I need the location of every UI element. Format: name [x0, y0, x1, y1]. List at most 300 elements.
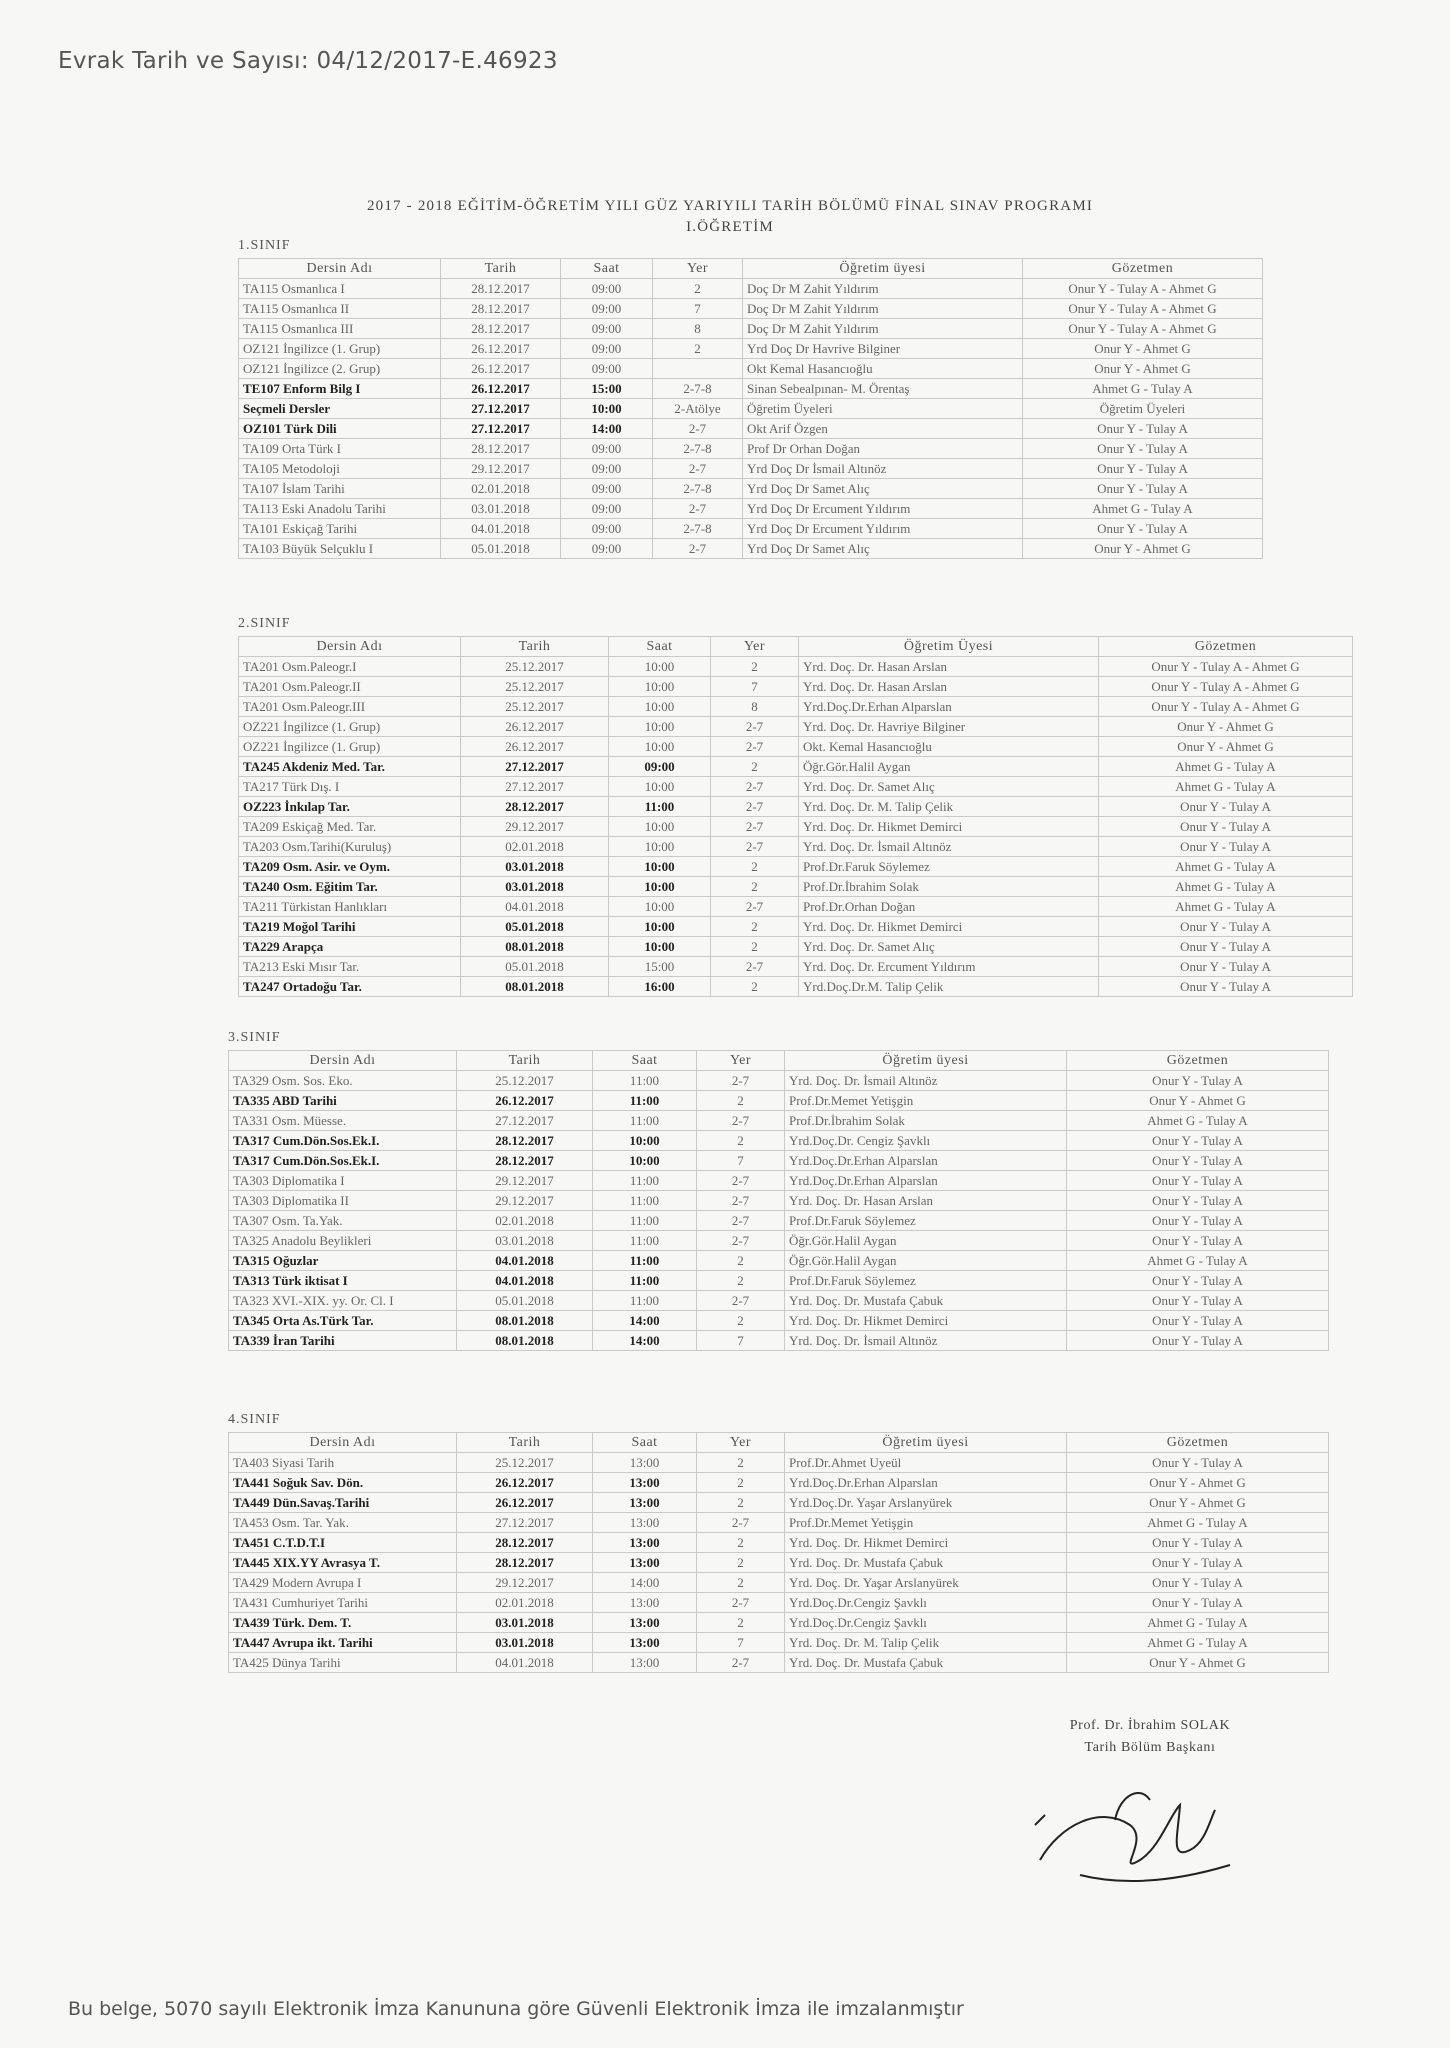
table-row [239, 977, 1353, 997]
room-cell: 2-7 [653, 459, 743, 479]
course-name-cell: TA325 Anadolu Beylikleri [229, 1231, 457, 1251]
time-cell: 11:00 [593, 1071, 697, 1091]
table-row [229, 1473, 1329, 1493]
table-row [229, 1633, 1329, 1653]
course-name-cell: TA209 Eskiçağ Med. Tar. [239, 817, 461, 837]
date-cell: 04.01.2018 [461, 897, 609, 917]
date-cell: 27.12.2017 [457, 1513, 593, 1533]
time-cell: 09:00 [561, 299, 653, 319]
time-cell: 09:00 [561, 339, 653, 359]
course-name-cell: OZ221 İngilizce (1. Grup) [239, 737, 461, 757]
room-cell: 7 [697, 1633, 785, 1653]
date-cell: 25.12.2017 [457, 1071, 593, 1091]
room-cell: 2-7 [711, 737, 799, 757]
proctor-cell: Ahmet G - Tulay A [1067, 1513, 1329, 1533]
table-row [239, 797, 1353, 817]
proctor-cell: Onur Y - Tulay A [1067, 1533, 1329, 1553]
course-name-cell: TA209 Osm. Asir. ve Oym. [239, 857, 461, 877]
proctor-cell: Onur Y - Tulay A - Ahmet G [1023, 279, 1263, 299]
exam-table-1 [238, 258, 1263, 559]
instructor-cell: Prof.Dr.İbrahim Solak [799, 877, 1099, 897]
instructor-cell: Yrd Doç Dr Samet Alıç [743, 479, 1023, 499]
table-row [229, 1593, 1329, 1613]
table-row [239, 677, 1353, 697]
time-cell: 11:00 [593, 1291, 697, 1311]
table-row [229, 1271, 1329, 1291]
date-cell: 02.01.2018 [457, 1593, 593, 1613]
instructor-cell: Prof Dr Orhan Doğan [743, 439, 1023, 459]
course-name-cell: Seçmeli Dersler [239, 399, 441, 419]
room-cell: 2 [711, 917, 799, 937]
table-row [229, 1171, 1329, 1191]
table-row [229, 1613, 1329, 1633]
instructor-cell: Yrd.Doç.Dr. Yaşar Arslanyürek [785, 1493, 1067, 1513]
time-cell: 11:00 [593, 1111, 697, 1131]
instructor-cell: Prof.Dr.İbrahim Solak [785, 1111, 1067, 1131]
room-cell: 7 [653, 299, 743, 319]
proctor-cell: Onur Y - Tulay A [1067, 1553, 1329, 1573]
date-cell: 26.12.2017 [457, 1091, 593, 1111]
time-cell: 11:00 [609, 797, 711, 817]
date-cell: 29.12.2017 [457, 1573, 593, 1593]
course-name-cell: TA115 Osmanlıca II [239, 299, 441, 319]
date-cell: 05.01.2018 [461, 957, 609, 977]
course-name-cell: TA425 Dünya Tarihi [229, 1653, 457, 1673]
proctor-cell: Öğretim Üyeleri [1023, 399, 1263, 419]
date-cell: 04.01.2018 [457, 1653, 593, 1673]
time-cell: 10:00 [609, 817, 711, 837]
room-cell: 2 [653, 339, 743, 359]
room-cell: 2-Atölye [653, 399, 743, 419]
time-cell: 09:00 [561, 499, 653, 519]
time-cell: 10:00 [609, 937, 711, 957]
proctor-cell: Onur Y - Tulay A [1023, 439, 1263, 459]
date-cell: 04.01.2018 [457, 1271, 593, 1291]
proctor-cell: Onur Y - Tulay A [1067, 1131, 1329, 1151]
room-cell: 2 [697, 1311, 785, 1331]
instructor-cell: Doç Dr M Zahit Yıldırım [743, 299, 1023, 319]
instructor-cell: Sinan Sebealpınan- M. Örentaş [743, 379, 1023, 399]
title-line-2: I.ÖĞRETİM [686, 219, 774, 235]
instructor-cell: Yrd.Doç.Dr.M. Talip Çelik [799, 977, 1099, 997]
proctor-cell: Ahmet G - Tulay A [1099, 857, 1353, 877]
proctor-cell: Onur Y - Tulay A [1023, 459, 1263, 479]
instructor-cell: Öğr.Gör.Halil Aygan [799, 757, 1099, 777]
course-name-cell: TA315 Oğuzlar [229, 1251, 457, 1271]
proctor-cell: Onur Y - Tulay A - Ahmet G [1099, 657, 1353, 677]
proctor-cell: Onur Y - Tulay A - Ahmet G [1099, 697, 1353, 717]
time-cell: 15:00 [609, 957, 711, 977]
proctor-cell: Onur Y - Tulay A - Ahmet G [1023, 299, 1263, 319]
instructor-cell: Yrd. Doç. Dr. İsmail Altınöz [785, 1331, 1067, 1351]
course-name-cell: TA101 Eskiçağ Tarihi [239, 519, 441, 539]
date-cell: 03.01.2018 [457, 1231, 593, 1251]
room-cell: 2-7 [697, 1593, 785, 1613]
proctor-cell: Onur Y - Tulay A [1099, 917, 1353, 937]
exam-table-4 [228, 1432, 1329, 1673]
section-label-4: 4.SINIF [228, 1412, 281, 1427]
course-name-cell: TA107 İslam Tarihi [239, 479, 441, 499]
course-name-cell: TA335 ABD Tarihi [229, 1091, 457, 1111]
table-row [229, 1071, 1329, 1091]
column-header: Öğretim üyesi [785, 1433, 1067, 1453]
column-header: Dersin Adı [239, 259, 441, 279]
instructor-cell: Yrd. Doç. Dr. Havriye Bilginer [799, 717, 1099, 737]
date-cell: 04.01.2018 [441, 519, 561, 539]
date-cell: 04.01.2018 [457, 1251, 593, 1271]
time-cell: 10:00 [593, 1151, 697, 1171]
time-cell: 10:00 [609, 677, 711, 697]
instructor-cell: Yrd.Doç.Dr.Erhan Alparslan [785, 1151, 1067, 1171]
time-cell: 13:00 [593, 1653, 697, 1673]
time-cell: 09:00 [561, 319, 653, 339]
document-ref: Evrak Tarih ve Sayısı: 04/12/2017-E.46923 [58, 48, 558, 74]
table-row [229, 1191, 1329, 1211]
course-name-cell: TA105 Metodoloji [239, 459, 441, 479]
room-cell: 2-7 [711, 957, 799, 977]
time-cell: 09:00 [561, 459, 653, 479]
proctor-cell: Ahmet G - Tulay A [1023, 499, 1263, 519]
date-cell: 27.12.2017 [457, 1111, 593, 1131]
table-row [239, 817, 1353, 837]
instructor-cell: Öğr.Gör.Halil Aygan [785, 1231, 1067, 1251]
date-cell: 27.12.2017 [441, 419, 561, 439]
room-cell: 2-7-8 [653, 439, 743, 459]
proctor-cell: Onur Y - Tulay A [1067, 1593, 1329, 1613]
instructor-cell: Yrd. Doç. Dr. Yaşar Arslanyürek [785, 1573, 1067, 1593]
signer-name: Prof. Dr. İbrahim SOLAK [1069, 1718, 1231, 1733]
instructor-cell: Yrd.Doç.Dr. Cengiz Şavklı [785, 1131, 1067, 1151]
course-name-cell: TA339 İran Tarihi [229, 1331, 457, 1351]
table-header-row [229, 1433, 1329, 1453]
room-cell: 7 [711, 677, 799, 697]
proctor-cell: Ahmet G - Tulay A [1099, 757, 1353, 777]
instructor-cell: Yrd. Doç. Dr. İsmail Altınöz [785, 1071, 1067, 1091]
proctor-cell: Onur Y - Tulay A [1067, 1291, 1329, 1311]
table-row [229, 1251, 1329, 1271]
proctor-cell: Onur Y - Tulay A [1099, 837, 1353, 857]
instructor-cell: Prof.Dr.Orhan Doğan [799, 897, 1099, 917]
instructor-cell: Doç Dr M Zahit Yıldırım [743, 279, 1023, 299]
time-cell: 11:00 [593, 1251, 697, 1271]
course-name-cell: TA103 Büyük Selçuklu I [239, 539, 441, 559]
table-row [239, 877, 1353, 897]
proctor-cell: Onur Y - Ahmet G [1067, 1473, 1329, 1493]
instructor-cell: Yrd. Doç. Dr. Mustafa Çabuk [785, 1291, 1067, 1311]
date-cell: 08.01.2018 [457, 1331, 593, 1351]
signer-block [1000, 1715, 1300, 1759]
date-cell: 05.01.2018 [457, 1291, 593, 1311]
proctor-cell: Onur Y - Ahmet G [1023, 339, 1263, 359]
proctor-cell: Onur Y - Tulay A [1067, 1271, 1329, 1291]
time-cell: 09:00 [561, 479, 653, 499]
course-name-cell: TA115 Osmanlıca III [239, 319, 441, 339]
column-header: Öğretim üyesi [785, 1051, 1067, 1071]
instructor-cell: Yrd Doç Dr Ercument Yıldırım [743, 499, 1023, 519]
room-cell: 2-7 [653, 419, 743, 439]
course-name-cell: TA453 Osm. Tar. Yak. [229, 1513, 457, 1533]
table-row [239, 917, 1353, 937]
time-cell: 10:00 [609, 657, 711, 677]
instructor-cell: Yrd.Doç.Dr.Cengiz Şavklı [785, 1593, 1067, 1613]
proctor-cell: Ahmet G - Tulay A [1067, 1633, 1329, 1653]
time-cell: 10:00 [609, 897, 711, 917]
exam-table-2 [238, 636, 1353, 997]
table-row [239, 399, 1263, 419]
course-name-cell: TA201 Osm.Paleogr.I [239, 657, 461, 677]
course-name-cell: TA307 Osm. Ta.Yak. [229, 1211, 457, 1231]
time-cell: 09:00 [561, 359, 653, 379]
time-cell: 13:00 [593, 1593, 697, 1613]
column-header: Gözetmen [1099, 637, 1353, 657]
time-cell: 15:00 [561, 379, 653, 399]
room-cell [653, 359, 743, 379]
table-header-row [229, 1051, 1329, 1071]
proctor-cell: Onur Y - Ahmet G [1023, 359, 1263, 379]
room-cell: 2-7 [711, 897, 799, 917]
proctor-cell: Onur Y - Tulay A - Ahmet G [1023, 319, 1263, 339]
column-header: Tarih [461, 637, 609, 657]
date-cell: 08.01.2018 [461, 937, 609, 957]
course-name-cell: TA313 Türk iktisat I [229, 1271, 457, 1291]
date-cell: 03.01.2018 [461, 877, 609, 897]
time-cell: 11:00 [593, 1231, 697, 1251]
proctor-cell: Onur Y - Ahmet G [1067, 1493, 1329, 1513]
column-header: Dersin Adı [239, 637, 461, 657]
course-name-cell: TA219 Moğol Tarihi [239, 917, 461, 937]
time-cell: 10:00 [609, 777, 711, 797]
room-cell: 2 [711, 657, 799, 677]
room-cell: 2-7 [697, 1171, 785, 1191]
room-cell: 8 [653, 319, 743, 339]
date-cell: 28.12.2017 [461, 797, 609, 817]
instructor-cell: Doç Dr M Zahit Yıldırım [743, 319, 1023, 339]
instructor-cell: Yrd. Doç. Dr. Hikmet Demirci [785, 1311, 1067, 1331]
time-cell: 10:00 [609, 737, 711, 757]
instructor-cell: Yrd.Doç.Dr.Erhan Alparslan [785, 1171, 1067, 1191]
exam-table-3 [228, 1050, 1329, 1351]
room-cell: 2-7 [697, 1513, 785, 1533]
proctor-cell: Onur Y - Tulay A [1099, 797, 1353, 817]
time-cell: 11:00 [593, 1211, 697, 1231]
time-cell: 09:00 [609, 757, 711, 777]
date-cell: 25.12.2017 [457, 1453, 593, 1473]
date-cell: 26.12.2017 [457, 1473, 593, 1493]
room-cell: 2 [711, 877, 799, 897]
column-header: Dersin Adı [229, 1051, 457, 1071]
course-name-cell: TA115 Osmanlıca I [239, 279, 441, 299]
proctor-cell: Onur Y - Tulay A [1067, 1171, 1329, 1191]
time-cell: 13:00 [593, 1513, 697, 1533]
date-cell: 28.12.2017 [441, 319, 561, 339]
instructor-cell: Okt Kemal Hasancıoğlu [743, 359, 1023, 379]
proctor-cell: Ahmet G - Tulay A [1023, 379, 1263, 399]
time-cell: 16:00 [609, 977, 711, 997]
table-row [239, 299, 1263, 319]
time-cell: 10:00 [609, 717, 711, 737]
room-cell: 2-7 [711, 797, 799, 817]
date-cell: 29.12.2017 [457, 1191, 593, 1211]
instructor-cell: Yrd Doç Dr Ercument Yıldırım [743, 519, 1023, 539]
proctor-cell: Onur Y - Tulay A [1067, 1211, 1329, 1231]
date-cell: 25.12.2017 [461, 697, 609, 717]
date-cell: 26.12.2017 [441, 379, 561, 399]
room-cell: 2-7 [697, 1211, 785, 1231]
proctor-cell: Onur Y - Tulay A - Ahmet G [1099, 677, 1353, 697]
date-cell: 26.12.2017 [461, 737, 609, 757]
proctor-cell: Onur Y - Tulay A [1099, 957, 1353, 977]
instructor-cell: Yrd. Doç. Dr. İsmail Altınöz [799, 837, 1099, 857]
table-row [229, 1653, 1329, 1673]
course-name-cell: TA429 Modern Avrupa I [229, 1573, 457, 1593]
column-header: Saat [609, 637, 711, 657]
date-cell: 27.12.2017 [461, 757, 609, 777]
instructor-cell: Yrd. Doç. Dr. Mustafa Çabuk [785, 1653, 1067, 1673]
room-cell: 2-7 [711, 777, 799, 797]
course-name-cell: OZ223 İnkılap Tar. [239, 797, 461, 817]
proctor-cell: Onur Y - Tulay A [1023, 419, 1263, 439]
proctor-cell: Onur Y - Ahmet G [1023, 539, 1263, 559]
date-cell: 28.12.2017 [457, 1131, 593, 1151]
column-header: Yer [697, 1051, 785, 1071]
time-cell: 11:00 [593, 1171, 697, 1191]
table-row [229, 1111, 1329, 1131]
date-cell: 25.12.2017 [461, 677, 609, 697]
course-name-cell: TA109 Orta Türk I [239, 439, 441, 459]
date-cell: 05.01.2018 [461, 917, 609, 937]
e-signature-notice: Bu belge, 5070 sayılı Elektronik İmza Kanununa göre Güvenli Elektronik İmza ile imzalanmıştır [68, 1998, 964, 2020]
instructor-cell: Yrd. Doç. Dr. M. Talip Çelik [785, 1633, 1067, 1653]
time-cell: 10:00 [609, 697, 711, 717]
date-cell: 02.01.2018 [461, 837, 609, 857]
table-row [239, 757, 1353, 777]
table-row [239, 937, 1353, 957]
room-cell: 2 [697, 1271, 785, 1291]
table-row [239, 857, 1353, 877]
instructor-cell: Okt Arif Özgen [743, 419, 1023, 439]
section-label-1: 1.SINIF [238, 238, 291, 253]
proctor-cell: Onur Y - Ahmet G [1099, 737, 1353, 757]
proctor-cell: Ahmet G - Tulay A [1067, 1251, 1329, 1271]
table-row [239, 499, 1263, 519]
instructor-cell: Yrd. Doç. Dr. Samet Alıç [799, 777, 1099, 797]
date-cell: 28.12.2017 [441, 299, 561, 319]
room-cell: 2 [697, 1251, 785, 1271]
proctor-cell: Onur Y - Tulay A [1067, 1071, 1329, 1091]
time-cell: 10:00 [609, 837, 711, 857]
table-row [239, 479, 1263, 499]
course-name-cell: TA303 Diplomatika I [229, 1171, 457, 1191]
table-row [229, 1493, 1329, 1513]
room-cell: 2 [697, 1453, 785, 1473]
room-cell: 2-7 [653, 499, 743, 519]
proctor-cell: Onur Y - Tulay A [1067, 1151, 1329, 1171]
column-header: Saat [561, 259, 653, 279]
room-cell: 2 [711, 857, 799, 877]
room-cell: 2 [653, 279, 743, 299]
column-header: Gözetmen [1067, 1433, 1329, 1453]
date-cell: 03.01.2018 [461, 857, 609, 877]
column-header: Yer [653, 259, 743, 279]
room-cell: 2 [711, 937, 799, 957]
proctor-cell: Ahmet G - Tulay A [1099, 877, 1353, 897]
course-name-cell: OZ121 İngilizce (2. Grup) [239, 359, 441, 379]
column-header: Dersin Adı [229, 1433, 457, 1453]
room-cell: 2 [697, 1131, 785, 1151]
room-cell: 2 [697, 1473, 785, 1493]
time-cell: 10:00 [609, 877, 711, 897]
table-row [239, 539, 1263, 559]
room-cell: 2-7 [711, 837, 799, 857]
column-header: Yer [711, 637, 799, 657]
date-cell: 28.12.2017 [441, 279, 561, 299]
course-name-cell: TA247 Ortadoğu Tar. [239, 977, 461, 997]
time-cell: 14:00 [593, 1311, 697, 1331]
time-cell: 13:00 [593, 1533, 697, 1553]
course-name-cell: TA201 Osm.Paleogr.II [239, 677, 461, 697]
proctor-cell: Onur Y - Tulay A [1067, 1311, 1329, 1331]
time-cell: 13:00 [593, 1553, 697, 1573]
course-name-cell: TA113 Eski Anadolu Tarihi [239, 499, 441, 519]
instructor-cell: Yrd. Doç. Dr. Hasan Arslan [785, 1191, 1067, 1211]
table-row [229, 1231, 1329, 1251]
date-cell: 02.01.2018 [457, 1211, 593, 1231]
date-cell: 08.01.2018 [457, 1311, 593, 1331]
time-cell: 09:00 [561, 539, 653, 559]
table-header-row [239, 259, 1263, 279]
course-name-cell: TA217 Türk Dış. I [239, 777, 461, 797]
room-cell: 2-7 [711, 817, 799, 837]
room-cell: 7 [697, 1151, 785, 1171]
instructor-cell: Yrd.Doç.Dr.Erhan Alparslan [799, 697, 1099, 717]
table-row [229, 1151, 1329, 1171]
table-row [239, 459, 1263, 479]
proctor-cell: Ahmet G - Tulay A [1099, 897, 1353, 917]
column-header: Öğretim Üyesi [799, 637, 1099, 657]
course-name-cell: TA441 Soğuk Sav. Dön. [229, 1473, 457, 1493]
instructor-cell: Yrd Doç Dr İsmail Altınöz [743, 459, 1023, 479]
room-cell: 7 [697, 1331, 785, 1351]
section-label-2: 2.SINIF [238, 616, 291, 631]
time-cell: 10:00 [609, 917, 711, 937]
course-name-cell: TA240 Osm. Eğitim Tar. [239, 877, 461, 897]
room-cell: 2 [697, 1573, 785, 1593]
table-row [229, 1533, 1329, 1553]
title-line-1: 2017 - 2018 EĞİTİM-ÖĞRETİM YILI GÜZ YARIYILI TARİH BÖLÜMÜ FİNAL SINAV PROGRAMI [366, 198, 1094, 214]
room-cell: 2-7 [711, 717, 799, 737]
table-row [239, 697, 1353, 717]
room-cell: 2-7 [697, 1653, 785, 1673]
instructor-cell: Prof.Dr.Faruk Söylemez [785, 1211, 1067, 1231]
date-cell: 26.12.2017 [441, 359, 561, 379]
course-name-cell: TA229 Arapça [239, 937, 461, 957]
room-cell: 2-7 [697, 1111, 785, 1131]
proctor-cell: Onur Y - Tulay A [1099, 817, 1353, 837]
table-row [239, 717, 1353, 737]
time-cell: 13:00 [593, 1613, 697, 1633]
time-cell: 14:00 [593, 1573, 697, 1593]
table-row [239, 359, 1263, 379]
time-cell: 13:00 [593, 1633, 697, 1653]
date-cell: 26.12.2017 [441, 339, 561, 359]
proctor-cell: Onur Y - Tulay A [1067, 1573, 1329, 1593]
table-row [229, 1453, 1329, 1473]
time-cell: 13:00 [593, 1453, 697, 1473]
room-cell: 8 [711, 697, 799, 717]
course-name-cell: TA213 Eski Mısır Tar. [239, 957, 461, 977]
course-name-cell: OZ221 İngilizce (1. Grup) [239, 717, 461, 737]
course-name-cell: TA201 Osm.Paleogr.III [239, 697, 461, 717]
